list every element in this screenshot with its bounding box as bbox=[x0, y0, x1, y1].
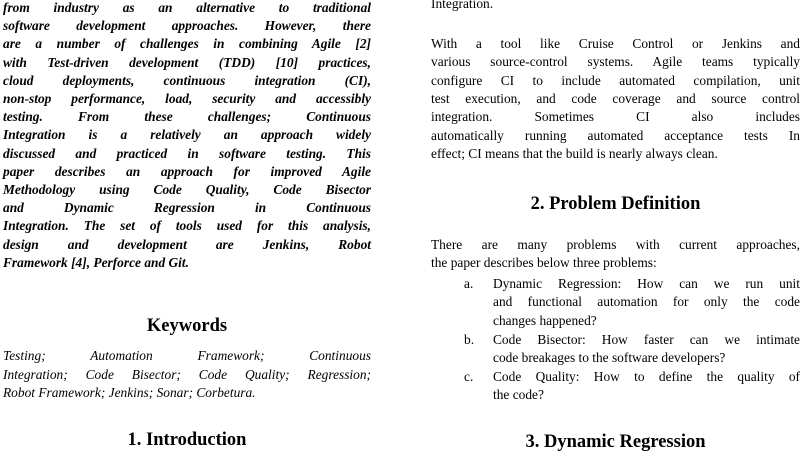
text-line: software development approaches. However, there bbox=[3, 18, 371, 34]
text-line: are a number of challenges in combining Agile [2] bbox=[3, 36, 371, 52]
text-line: cloud deployments, continuous integration (CI), bbox=[3, 72, 371, 88]
text-line: and Dynamic Regression in Continuous bbox=[3, 200, 371, 216]
text-line: With a tool like Cruise Control or Jenkins and bbox=[431, 36, 800, 51]
text-line: design and development are Jenkins, Robot bbox=[3, 236, 371, 252]
text-line: from industry as an alternative to traditional bbox=[3, 0, 371, 15]
text-line: effect; CI means that the build is nearly always clean. bbox=[431, 145, 718, 161]
problem-line: Code Bisector: How faster can we intimate bbox=[493, 332, 800, 347]
text-line: configure CI to include automated compilation, unit bbox=[431, 72, 800, 88]
problem-line: the code? bbox=[493, 387, 544, 403]
text-line: with Test-driven development (TDD) [10] practices, bbox=[3, 54, 371, 70]
text-line: Integration; Code Bisector; Code Quality; Regression; bbox=[3, 366, 371, 382]
text-line: Testing; Automation Framework; Continuous bbox=[3, 348, 371, 363]
text-line: testing. From these challenges; Continuous bbox=[3, 109, 371, 125]
text-line: paper describes an approach for improved Agile bbox=[3, 163, 371, 179]
text-line: Integration. bbox=[431, 0, 494, 11]
text-line: test execution, and code coverage and source control bbox=[431, 90, 800, 106]
text-line: Framework [4], Perforce and Git. bbox=[3, 254, 189, 270]
text-line: discussed and practiced in software testing. This bbox=[3, 145, 371, 161]
problem-line: Code Quality: How to define the quality of bbox=[493, 369, 800, 384]
text-line: the paper describes below three problems: bbox=[431, 255, 657, 271]
dynamic-regression-heading: 3. Dynamic Regression bbox=[525, 432, 706, 452]
keywords-heading: Keywords bbox=[146, 316, 228, 336]
problem-line: Dynamic Regression: How can we run unit bbox=[493, 276, 800, 291]
text-line: Integration is a relatively an approach widely bbox=[3, 127, 371, 143]
problem-line: changes happened? bbox=[493, 312, 597, 328]
list-marker: c. bbox=[464, 369, 474, 384]
text-line: Methodology using Code Quality, Code Bisector bbox=[3, 182, 371, 197]
text-line: various source-control systems. Agile teams typically bbox=[431, 54, 800, 70]
text-line: automatically running automated acceptance tests In bbox=[431, 127, 800, 143]
problem-line: and functional automation for only the code bbox=[493, 294, 800, 310]
problem-definition-heading: 2. Problem Definition bbox=[530, 194, 701, 214]
text-line: Integration. The set of tools used for this analysis, bbox=[3, 218, 371, 234]
text-line: There are many problems with current approaches, bbox=[431, 237, 800, 252]
list-marker: b. bbox=[464, 332, 475, 347]
text-line: Robot Framework; Jenkins; Sonar; Corbetura. bbox=[3, 385, 256, 401]
list-marker: a. bbox=[464, 276, 474, 291]
text-line: non-stop performance, load, security and accessibly bbox=[3, 91, 371, 106]
problem-line: code breakages to the software developers? bbox=[493, 350, 726, 366]
text-line: integration. Sometimes CI also includes bbox=[431, 109, 800, 125]
introduction-heading: 1. Introduction bbox=[127, 430, 247, 450]
